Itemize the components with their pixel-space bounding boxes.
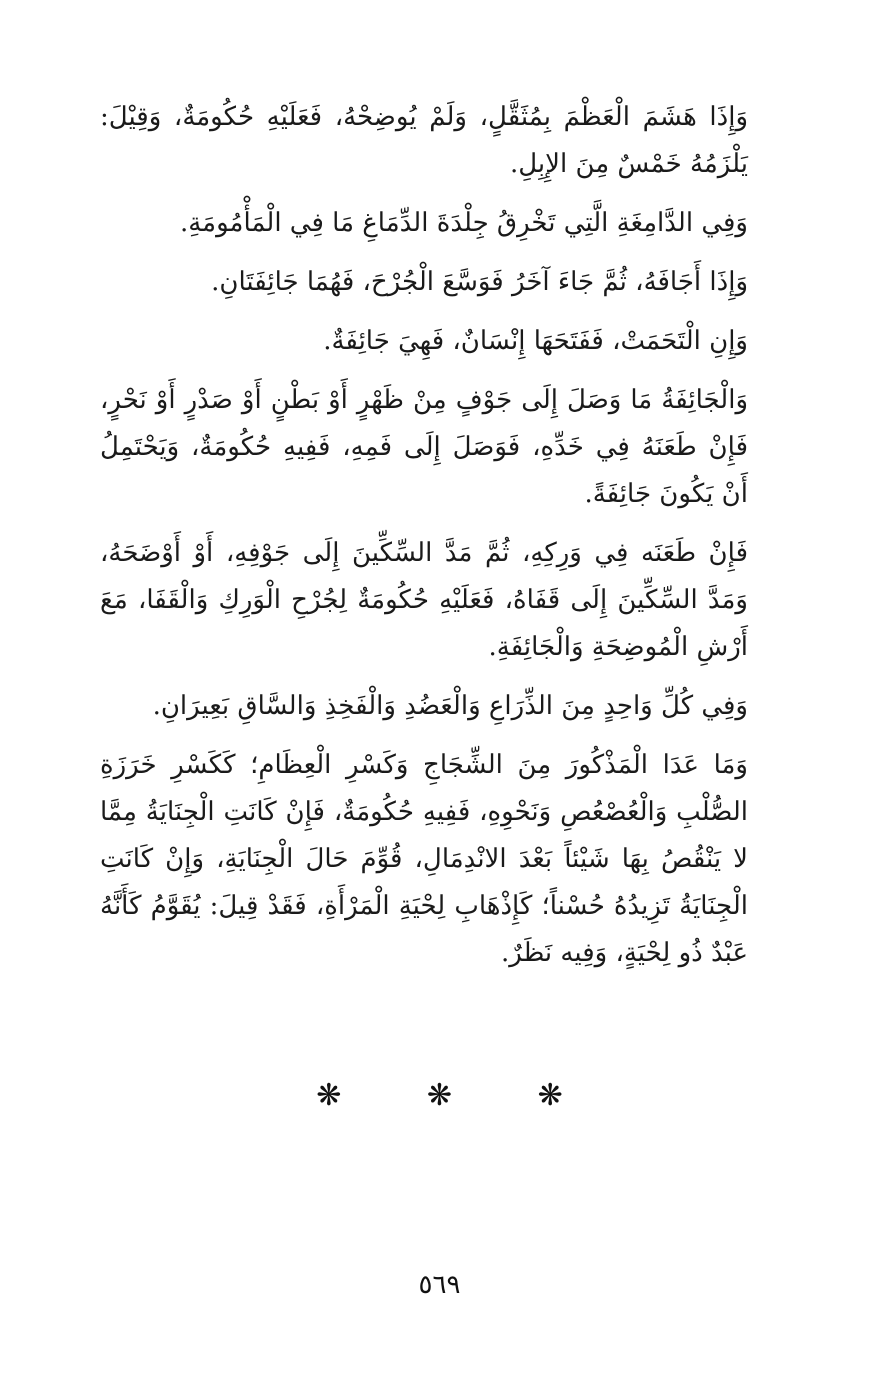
paragraph-5: وَالْجَائِفَةُ مَا وَصَلَ إِلَى جَوْفٍ مِنْ ظَهْرٍ أَوْ بَطْنٍ أَوْ صَدْرٍ أَوْ نَحْرٍ، فَإِنْ طَعَنَهُ فِي خَدِّهِ، فَوَصَلَ إِلَى فَمِهِ، فَفِيهِ حُكُومَةٌ، وَيَحْتَمِلُ أَنْ يَكُونَ جَائِفَةً. xyxy=(100,385,748,509)
section-separator: ❋ ❋ ❋ xyxy=(316,1078,601,1113)
main-text xyxy=(100,94,776,977)
paragraph-2: وَفِي الدَّامِغَةِ الَّتِي تَخْرِقُ جِلْدَةَ الدِّمَاغِ مَا فِي الْمَأْمُومَةِ. xyxy=(179,208,748,238)
paragraph-8: وَمَا عَدَا الْمَذْكُورَ مِنَ الشِّجَاجِ وَكَسْرِ الْعِظَامِ؛ كَكَسْرِ خَرَزَةِ الصُّلْبِ وَالْعُصْعُصِ وَنَحْوِهِ، فَفِيهِ حُكُومَةٌ، فَإِنْ كَانَتِ الْجِنَايَةُ مِمَّا لا يَنْقُصُ بِهَا شَيْئاً بَعْدَ الانْدِمَالِ، قُوِّمَ حَالَ الْجِنَايَةِ، وَإِنْ كَانَتِ الْجِنَايَةُ تَزِيدُهُ حُسْناً؛ كَإِذْهَابِ لِحْيَةِ الْمَرْأَةِ، فَقَدْ قِيلَ: يُقَوَّمُ كَأَنَّهُ عَبْدٌ ذُو لِحْيَةٍ، وَفِيه نَظَرٌ. xyxy=(100,750,748,968)
paragraph-7: وَفِي كُلِّ وَاحِدٍ مِنَ الذِّرَاعِ وَالْعَضُدِ وَالْفَخِذِ وَالسَّاقِ بَعِيرَانِ. xyxy=(152,691,748,721)
paragraph-3: وَإِذَا أَجَافَهُ، ثُمَّ جَاءَ آخَرُ فَوَسَّعَ الْجُرْحَ، فَهُمَا جَائِفَتَانِ. xyxy=(211,267,748,297)
paragraph-4: وَإِنِ الْتَحَمَتْ، فَفَتَحَهَا إِنْسَانٌ، فَهِيَ جَائِفَةٌ. xyxy=(323,326,748,356)
paragraph-1: وَإِذَا هَشَمَ الْعَظْمَ بِمُثَقَّلٍ، وَلَمْ يُوضِحْهُ، فَعَلَيْهِ حُكُومَةٌ، وَقِيْلَ: يَلْزَمُهُ خَمْسٌ مِنَ الإِبِلِ. xyxy=(100,102,748,179)
page-number: ٥٦٩ xyxy=(418,1270,461,1300)
paragraph-6: فَإِنْ طَعَنَه فِي وَرِكِهِ، ثُمَّ مَدَّ السِّكِّينَ إِلَى جَوْفِهِ، أَوْ أَوْضَحَهُ، وَمَدَّ السِّكِّينَ إِلَى قَفَاهُ، فَعَلَيْهِ حُكُومَةٌ لِجُرْحِ الْوَرِكِ وَالْقَفَا، مَعَ أَرْشِ الْمُوضِحَةِ وَالْجَائِفَةِ. xyxy=(100,538,748,662)
